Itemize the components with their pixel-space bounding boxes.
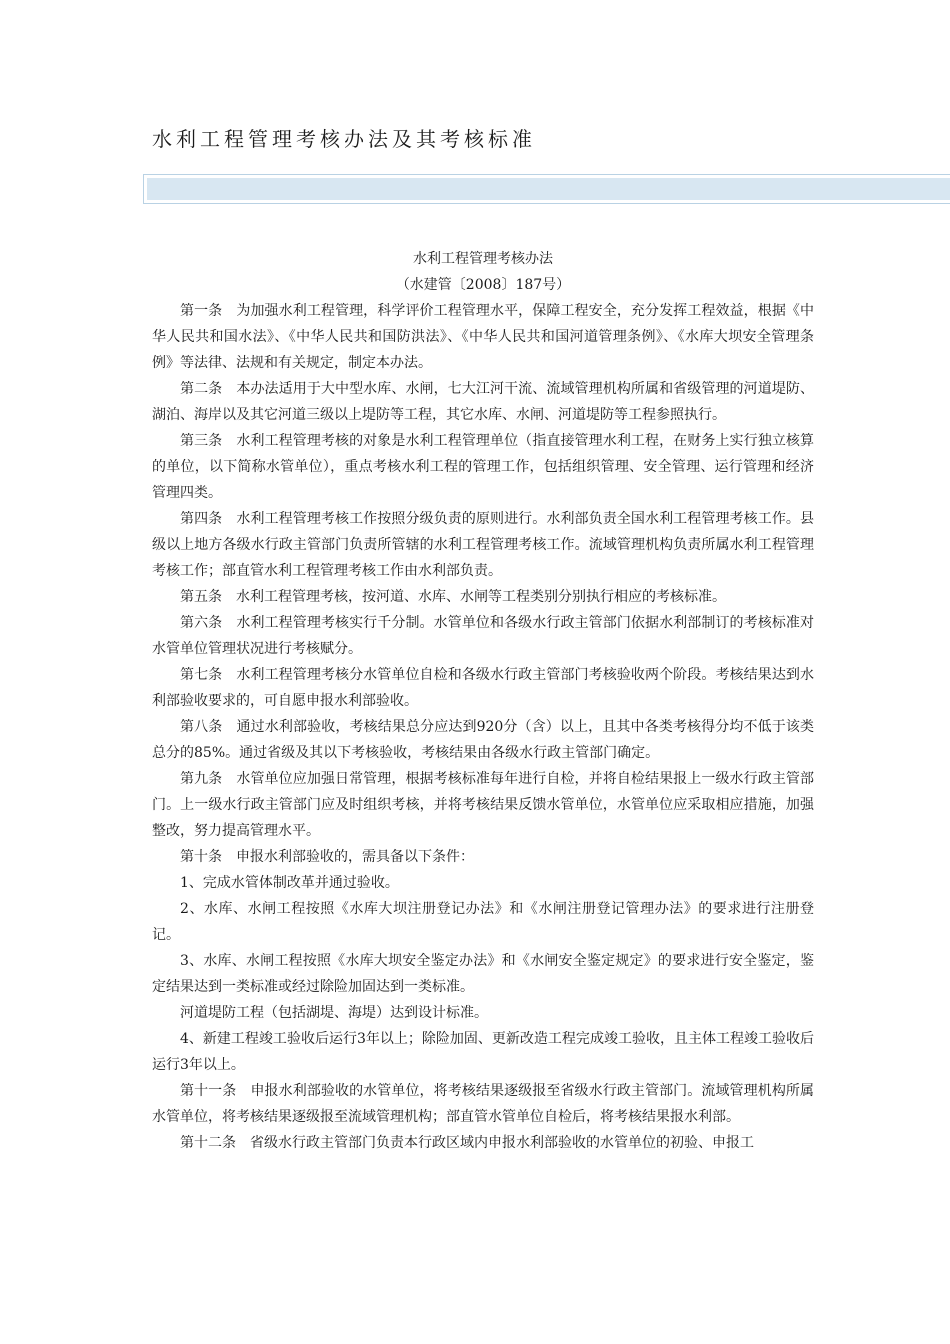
- paragraph-article-1: 第一条 为加强水利工程管理，科学评价工程管理水平，保障工程安全，充分发挥工程效益，根据《中华人民共和国水法》、《中华人民共和国防洪法》、《中华人民共和国河道管理条例》、《水库大坝安全管理条例》等法律、法规和有关规定，制定本办法。: [152, 303, 814, 371]
- list-item-condition-1: 1、完成水管体制改革并通过验收。: [180, 875, 399, 891]
- paragraph-article-2: 第二条 本办法适用于大中型水库、水闸，七大江河干流、流域管理机构所属和省级管理的河道堤防、湖泊、海岸以及其它河道三级以上堤防等工程，其它水库、水闸、河道堤防等工程参照执行。: [152, 381, 814, 423]
- paragraph-article-5: 第五条 水利工程管理考核，按河道、水库、水闸等工程类别分别执行相应的考核标准。: [180, 589, 726, 605]
- list-item-condition-3-note: 河道堤防工程（包括湖堤、海堤）达到设计标准。: [180, 1005, 488, 1021]
- document-title: 水利工程管理考核办法及其考核标准: [152, 127, 536, 151]
- title-divider-fill: [147, 178, 950, 200]
- paragraph-article-9: 第九条 水管单位应加强日常管理，根据考核标准每年进行自检，并将自检结果报上一级水行政主管部门。上一级水行政主管部门应及时组织考核，并将考核结果反馈水管单位，水管单位应采取相应措施，加强整改，努力提高管理水平。: [152, 771, 814, 839]
- paragraph-article-12: 第十二条 省级水行政主管部门负责本行政区域内申报水利部验收的水管单位的初验、申报工: [180, 1135, 754, 1151]
- paragraph-article-3: 第三条 水利工程管理考核的对象是水利工程管理单位（指直接管理水利工程，在财务上实行独立核算的单位，以下简称水管单位），重点考核水利工程的管理工作，包括组织管理、安全管理、运行管理和经济管理四类。: [152, 433, 814, 501]
- paragraph-article-8: 第八条 通过水利部验收，考核结果总分应达到920分（含）以上，且其中各类考核得分均不低于该类总分的85%。通过省级及其以下考核验收，考核结果由各级水行政主管部门确定。: [152, 719, 814, 761]
- article-body: [152, 246, 814, 1156]
- article-title: 水利工程管理考核办法: [413, 251, 553, 267]
- paragraph-article-6: 第六条 水利工程管理考核实行千分制。水管单位和各级水行政主管部门依据水利部制订的考核标准对水管单位管理状况进行考核赋分。: [152, 615, 814, 657]
- title-divider-bar: [143, 174, 950, 204]
- paragraph-article-10: 第十条 申报水利部验收的，需具备以下条件：: [180, 849, 474, 865]
- list-item-condition-2: 2、水库、水闸工程按照《水库大坝注册登记办法》和《水闸注册登记管理办法》的要求进行注册登记。: [152, 901, 814, 943]
- article-subtitle: （水建管〔2008〕187号）: [395, 277, 571, 293]
- list-item-condition-4: 4、新建工程竣工验收后运行3年以上；除险加固、更新改造工程完成竣工验收，且主体工程竣工验收后运行3年以上。: [152, 1031, 814, 1073]
- paragraph-article-7: 第七条 水利工程管理考核分水管单位自检和各级水行政主管部门考核验收两个阶段。考核结果达到水利部验收要求的，可自愿申报水利部验收。: [152, 667, 814, 709]
- paragraph-article-4: 第四条 水利工程管理考核工作按照分级负责的原则进行。水利部负责全国水利工程管理考核工作。县级以上地方各级水行政主管部门负责所管辖的水利工程管理考核工作。流域管理机构负责所属水利工程管理考核工作；部直管水利工程管理考核工作由水利部负责。: [152, 511, 814, 579]
- paragraph-article-11: 第十一条 申报水利部验收的水管单位，将考核结果逐级报至省级水行政主管部门。流域管理机构所属水管单位，将考核结果逐级报至流域管理机构；部直管水管单位自检后，将考核结果报水利部。: [152, 1083, 814, 1125]
- list-item-condition-3: 3、水库、水闸工程按照《水库大坝安全鉴定办法》和《水闸安全鉴定规定》的要求进行安全鉴定，鉴定结果达到一类标准或经过除险加固达到一类标准。: [152, 953, 814, 995]
